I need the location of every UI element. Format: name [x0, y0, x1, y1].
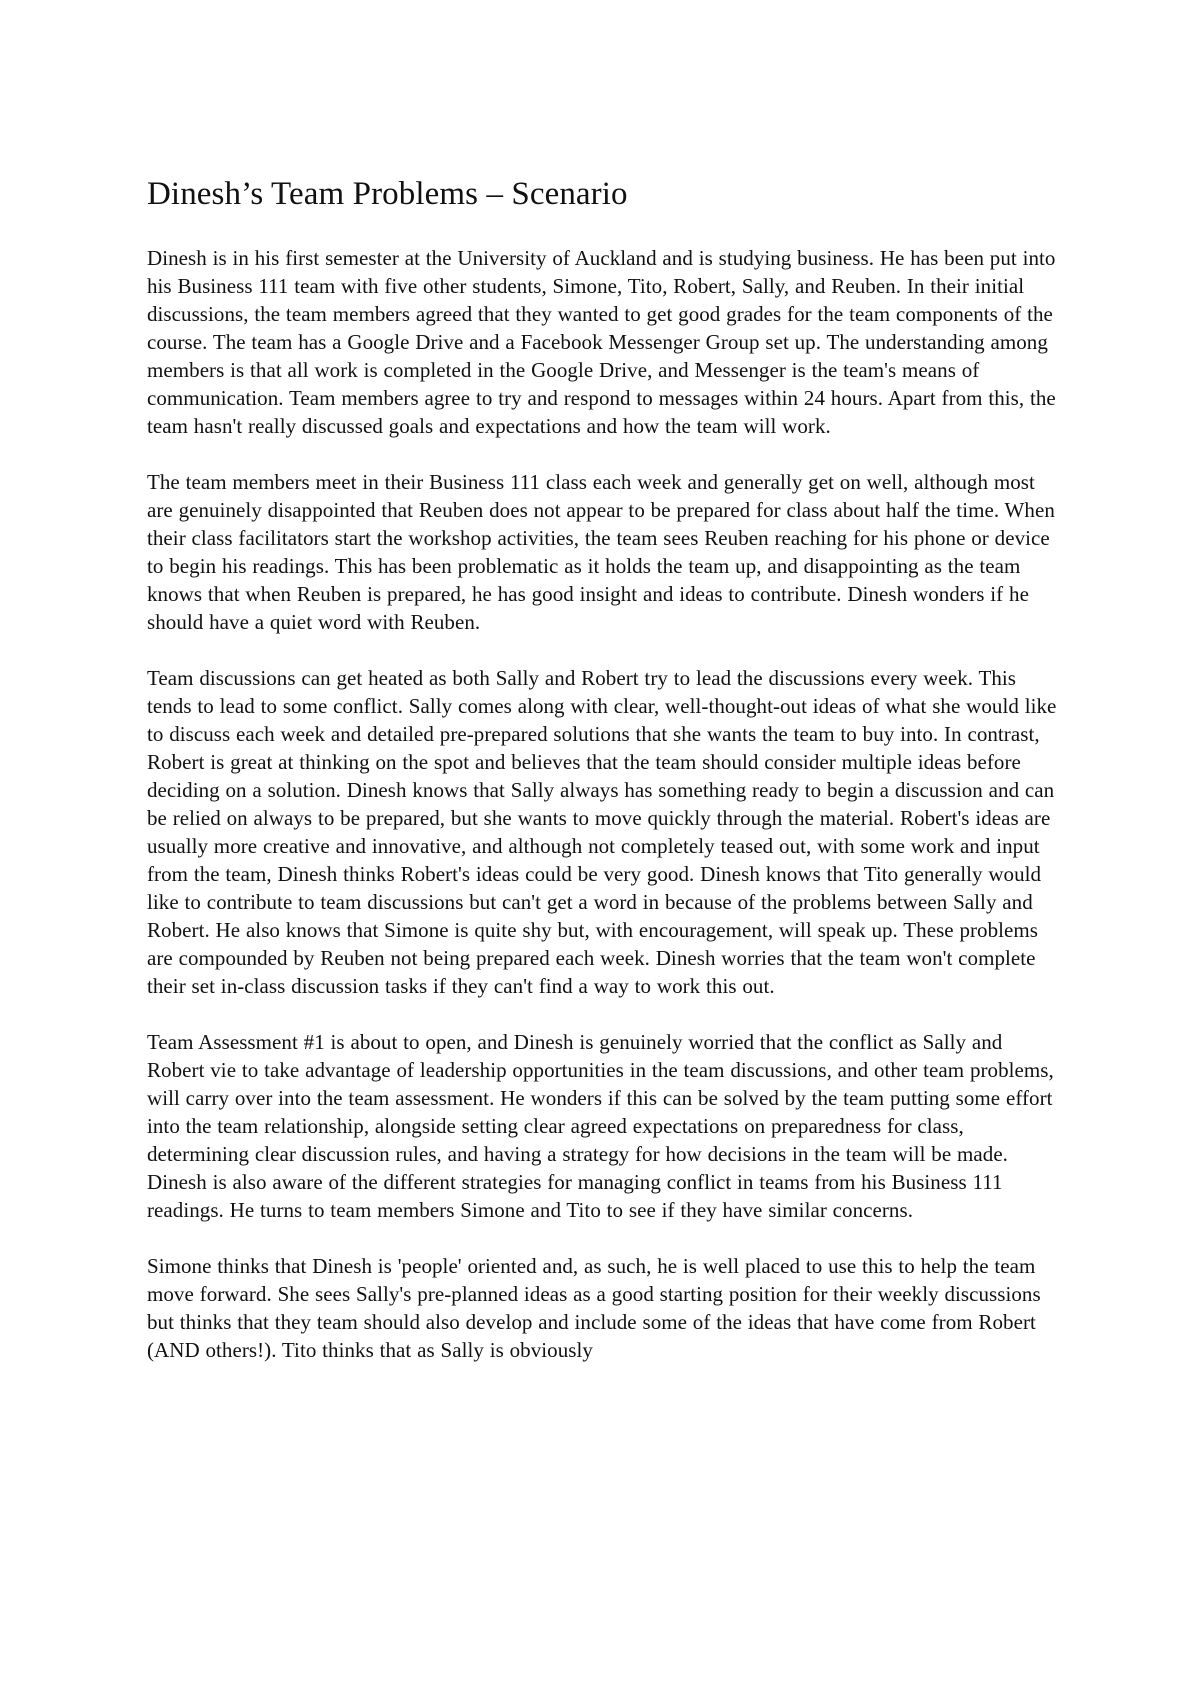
- paragraph-2: The team members meet in their Business 111 class each week and generally get on well, although most are genuinely disappointed that Reuben does not appear to be prepared for class about half the time. When their class facilitators start the workshop activities, the team sees Reuben reaching for his phone or device to begin his readings. This has been problematic as it holds the team up, and disappointing as the team knows that when Reuben is prepared, he has good insight and ideas to contribute. Dinesh wonders if he should have a quiet word with Reuben.: [147, 470, 1055, 634]
- paragraph-3: Team discussions can get heated as both Sally and Robert try to lead the discussions every week. This tends to lead to some conflict. Sally comes along with clear, well-thought-out ideas of what she would like to discuss each week and detailed pre-prepared solutions that she wants the team to buy into. In contrast, Robert is great at thinking on the spot and believes that the team should consider multiple ideas before deciding on a solution. Dinesh knows that Sally always has something ready to begin a discussion and can be relied on always to be prepared, but she wants to move quickly through the material. Robert's ideas are usually more creative and innovative, and although not completely teased out, with some work and input from the team, Dinesh thinks Robert's ideas could be very good. Dinesh knows that Tito generally would like to contribute to team discussions but can't get a word in because of the problems between Sally and Robert. He also knows that Simone is quite shy but, with encouragement, will speak up. These problems are compounded by Reuben not being prepared each week. Dinesh worries that the team won't complete their set in-class discussion tasks if they can't find a way to work this out.: [147, 666, 1057, 998]
- paragraph-4: Team Assessment #1 is about to open, and Dinesh is genuinely worried that the conflict as Sally and Robert vie to take advantage of leadership opportunities in the team discussions, and other team problems, will carry over into the team assessment. He wonders if this can be solved by the team putting some effort into the team relationship, alongside setting clear agreed expectations on preparedness for class, determining clear discussion rules, and having a strategy for how decisions in the team will be made. Dinesh is also aware of the different strategies for managing conflict in teams from his Business 111 readings. He turns to team members Simone and Tito to see if they have similar concerns.: [147, 1030, 1054, 1222]
- paragraph-5: Simone thinks that Dinesh is 'people' oriented and, as such, he is well placed to use this to help the team move forward. She sees Sally's pre-planned ideas as a good starting position for their weekly discussions but thinks that they team should also develop and include some of the ideas that have come from Robert (AND others!). Tito thinks that as Sally is obviously: [147, 1254, 1041, 1362]
- document-title: Dinesh’s Team Problems – Scenario: [147, 176, 628, 212]
- paragraph-1: Dinesh is in his first semester at the University of Auckland and is studying business. He has been put into his Business 111 team with five other students, Simone, Tito, Robert, Sally, and Reuben. In their initial discussions, the team members agreed that they wanted to get good grades for the team components of the course. The team has a Google Drive and a Facebook Messenger Group set up. The understanding among members is that all work is completed in the Google Drive, and Messenger is the team's means of communication. Team members agree to try and respond to messages within 24 hours. Apart from this, the team hasn't really discussed goals and expectations and how the team will work.: [147, 246, 1056, 438]
- document-body: [147, 172, 1065, 1364]
